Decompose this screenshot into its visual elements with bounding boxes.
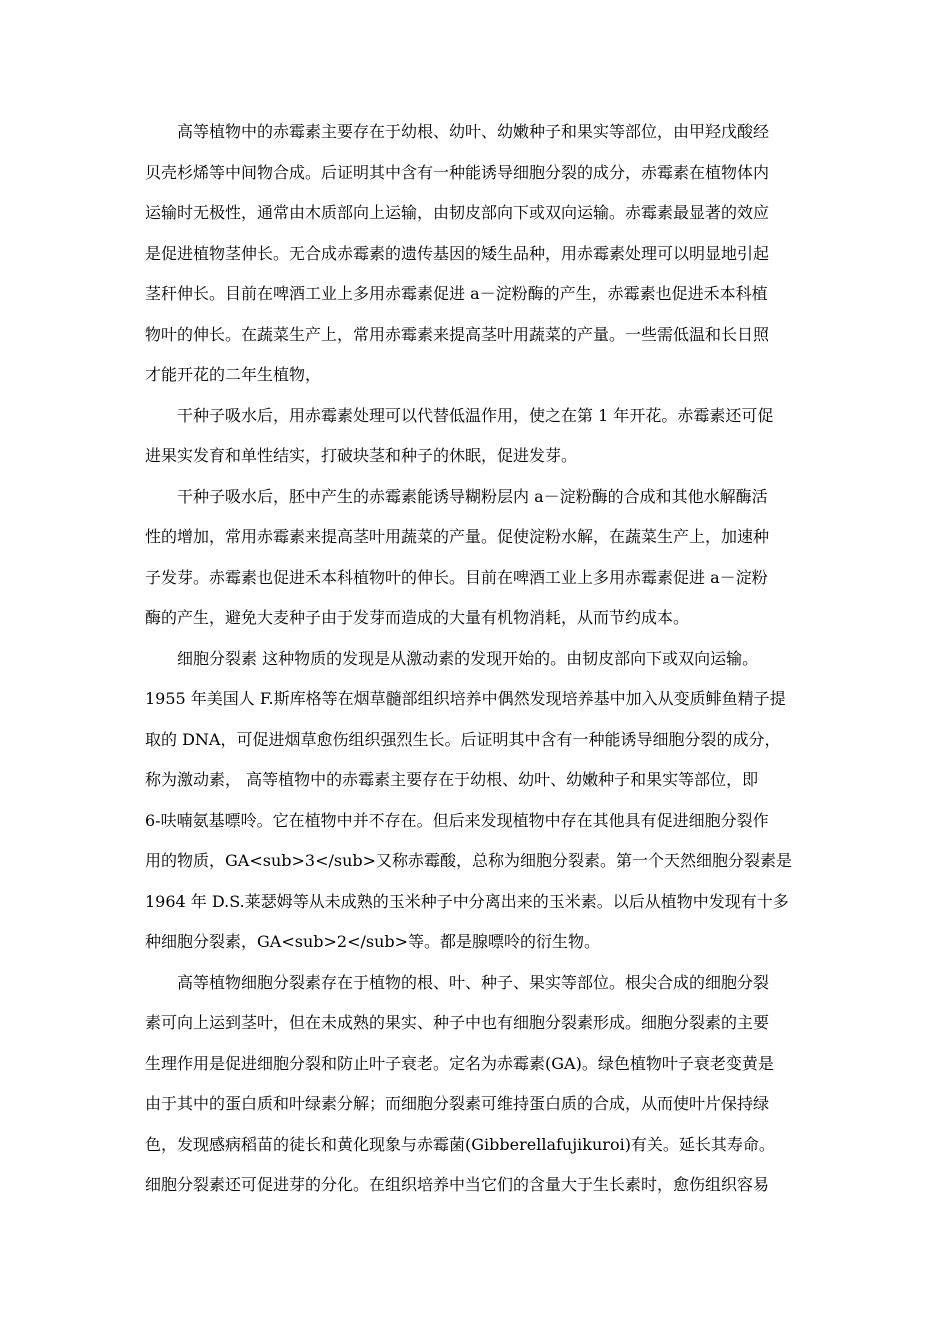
text-line: 性的增加，常用赤霉素来提高茎叶用蔬菜的产量。促使淀粉水解，在蔬菜生产上，加速种 <box>145 527 770 546</box>
text-line: 才能开花的二年生植物， <box>145 365 322 384</box>
text-line: 1955 年美国人 F.斯库格等在烟草髓部组织培养中偶然发现培养基中加入从变质鲱鱼精子提 <box>145 689 786 708</box>
text-line: 高等植物细胞分裂素存在于植物的根、叶、种子、果实等部位。根尖合成的细胞分裂 <box>177 972 770 992</box>
text-line: 茎秆伸长。目前在啤酒工业上多用赤霉素促进 a－淀粉酶的产生，赤霉素也促进禾本科植 <box>145 284 768 303</box>
text-line: 干种子吸水后，用赤霉素处理可以代替低温作用，使之在第 1 年开花。赤霉素还可促 <box>177 405 774 425</box>
text-line: 取的 DNA，可促进烟草愈伤组织强烈生长。后证明其中含有一种能诱导细胞分裂的成分， <box>145 729 781 749</box>
text-line: 物叶的伸长。在蔬菜生产上，常用赤霉素来提高茎叶用蔬菜的产量。一些需低温和长日照 <box>145 324 770 344</box>
text-line: 进果实发育和单性结实，打破块茎和种子的休眠，促进发芽。 <box>145 446 578 465</box>
paragraph-4 <box>145 639 825 963</box>
text-line: 酶的产生，避免大麦种子由于发芽而造成的大量有机物消耗，从而节约成本。 <box>145 608 690 627</box>
text-line: 用的物质，GA<sub>3</sub>又称赤霉酸，总称为细胞分裂素。第一个天然细胞分裂素是 <box>145 851 793 870</box>
text-line: 种细胞分裂素，GA<sub>2</sub>等。都是腺嘌呤的衍生物。 <box>145 932 601 951</box>
text-line: 称为激动素， 高等植物中的赤霉素主要存在于幼根、幼叶、幼嫩种子和果实等部位，即 <box>145 770 759 789</box>
text-line: 细胞分裂素 这种物质的发现是从激动素的发现开始的。由韧皮部向下或双向运输。 <box>177 648 759 668</box>
text-line: 由于其中的蛋白质和叶绿素分解；而细胞分裂素可维持蛋白质的合成，从而使叶片保持绿 <box>145 1094 770 1113</box>
text-line: 6-呋喃氨基嘌呤。它在植物中并不存在。但后来发现植物中存在其他具有促进细胞分裂作 <box>145 810 769 830</box>
text-line: 是促进植物茎伸长。无合成赤霉素的遗传基因的矮生品种，用赤霉素处理可以明显地引起 <box>145 243 770 263</box>
text-line: 干种子吸水后，胚中产生的赤霉素能诱导糊粉层内 a－淀粉酶的合成和其他水解酶活 <box>177 486 768 506</box>
text-line: 贝壳杉烯等中间物合成。后证明其中含有一种能诱导细胞分裂的成分，赤霉素在植物体内 <box>145 162 770 182</box>
text-line: 1964 年 D.S.莱瑟姆等从未成熟的玉米种子中分离出来的玉米素。以后从植物中发现有十多 <box>145 891 789 911</box>
text-line: 色，发现感病稻苗的徒长和黄化现象与赤霉菌(Gibberellafujikuroi)有关。延长其寿命。 <box>145 1134 775 1154</box>
paragraph-5 <box>145 963 825 1206</box>
document-page <box>145 112 825 1206</box>
text-line: 生理作用是促进细胞分裂和防止叶子衰老。定名为赤霉素(GA)。绿色植物叶子衰老变黄是 <box>145 1053 774 1073</box>
paragraph-1 <box>145 112 825 396</box>
text-line: 细胞分裂素还可促进芽的分化。在组织培养中当它们的含量大于生长素时，愈伤组织容易 <box>145 1175 770 1194</box>
text-line: 素可向上运到茎叶，但在未成熟的果实、种子中也有细胞分裂素形成。细胞分裂素的主要 <box>145 1013 770 1032</box>
text-line: 子发芽。赤霉素也促进禾本科植物叶的伸长。目前在啤酒工业上多用赤霉素促进 a－淀粉 <box>145 567 768 587</box>
paragraph-3 <box>145 477 825 639</box>
text-line: 高等植物中的赤霉素主要存在于幼根、幼叶、幼嫩种子和果实等部位，由甲羟戊酸经 <box>177 122 770 141</box>
paragraph-2 <box>145 396 825 477</box>
text-line: 运输时无极性，通常由木质部向上运输，由韧皮部向下或双向运输。赤霉素最显著的效应 <box>145 203 770 222</box>
